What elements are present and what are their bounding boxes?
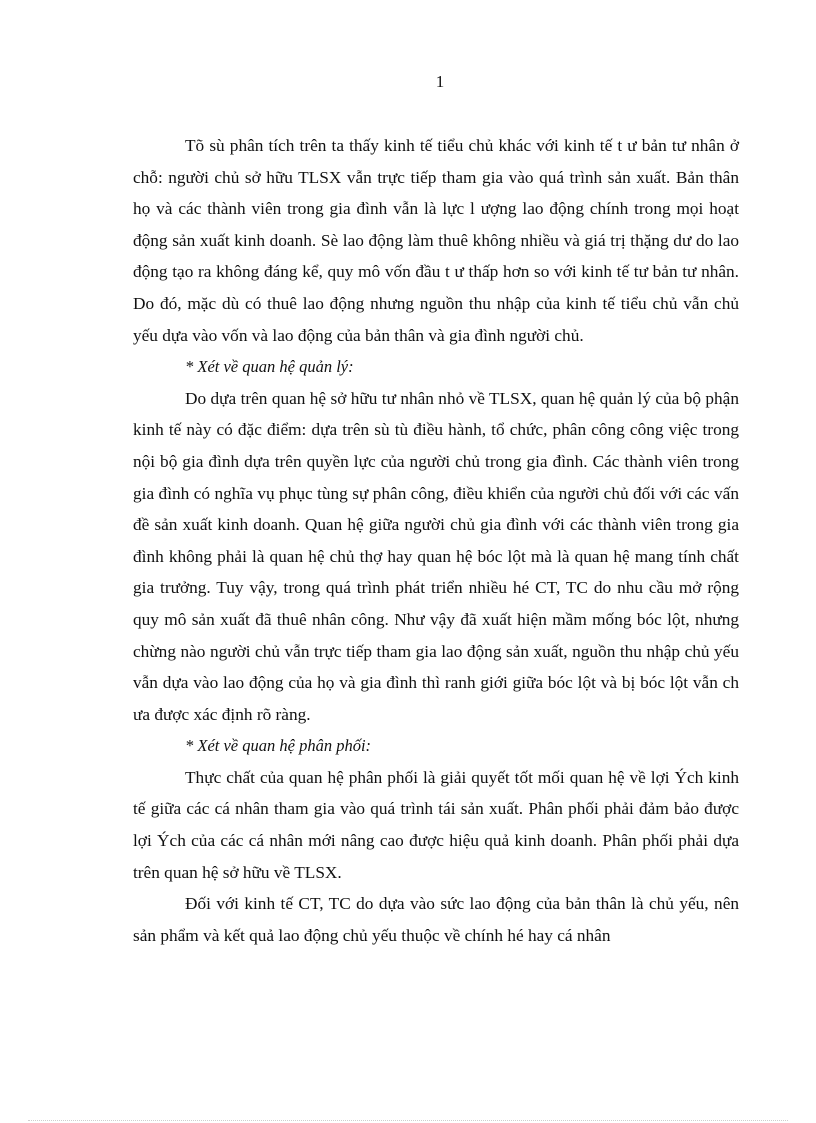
paragraph-4: Đối với kinh tế CT, TC do dựa vào sức lao động của bản thân là chủ yếu, nên sản phẩm và kết quả lao động chủ yếu thuộc về chính hé hay cá nhân (133, 894, 739, 945)
document-body (133, 130, 739, 951)
section-heading-distribution: * Xét về quan hệ phân phối: (185, 736, 372, 756)
paragraph-2: Do dựa trên quan hệ sở hữu tư nhân nhỏ về TLSX, quan hệ quản lý của bộ phận kinh tế này có đặc điểm: dựa trên sù tù điều hành, tổ chức, phân công công việc trong nội bộ gia đình dựa trên quyền lực của người chủ trong gia đình. Các thành viên trong gia đình có nghĩa vụ phục tùng sự phân công, điều khiển của người chủ đối với các vấn đề sản xuất kinh doanh. Quan hệ giữa người chủ gia đình với các thành viên trong gia đình không phải là quan hệ chủ thợ hay quan hệ bóc lột mà là quan hệ mang tính chất gia trưởng. Tuy vậy, trong quá trình phát triển nhiều hé CT, TC do nhu cầu mở rộng quy mô sản xuất đã thuê nhân công. Như vậy đã xuất hiện mầm mống bóc lột, nhưng chừng nào người chủ vẫn trực tiếp tham gia lao động sản xuất, nguồn thu nhập chủ yếu vẫn dựa vào lao động của họ và gia đình thì ranh giới giữa bóc lột và bị bóc lột vẫn ch ưa được xác định rõ ràng. (133, 388, 739, 724)
footer-dotted-rule (28, 1120, 788, 1121)
section-heading-management: * Xét về quan hệ quản lý: (185, 357, 354, 377)
page-number: 1 (435, 72, 445, 91)
paragraph-1: Tõ sù phân tích trên ta thấy kinh tế tiểu chủ khác với kinh tế t ư bản tư nhân ở chỗ: người chủ sở hữu TLSX vẫn trực tiếp tham gia vào quá trình sản xuất. Bản thân họ và các thành viên trong gia đình vẫn là lực l ượng lao động chính trong mọi hoạt động sản xuất kinh doanh. Sè lao động làm thuê không nhiều và giá trị thặng dư do lao động tạo ra không đáng kể, quy mô vốn đầu t ư thấp hơn so với kinh tế tư bản tư nhân. Do đó, mặc dù có thuê lao động nhưng nguồn thu nhập của kinh tế tiểu chủ vẫn chủ yếu dựa vào vốn và lao động của bản thân và gia đình người chủ. (133, 136, 739, 345)
paragraph-3: Thực chất của quan hệ phân phối là giải quyết tốt mối quan hệ về lợi Ých kinh tế giữa các cá nhân tham gia vào quá trình tái sản xuất. Phân phối phải đảm bảo được lợi Ých của các cá nhân mới nâng cao được hiệu quả kinh doanh. Phân phối phải dựa trên quan hệ sở hữu về TLSX. (133, 767, 739, 882)
